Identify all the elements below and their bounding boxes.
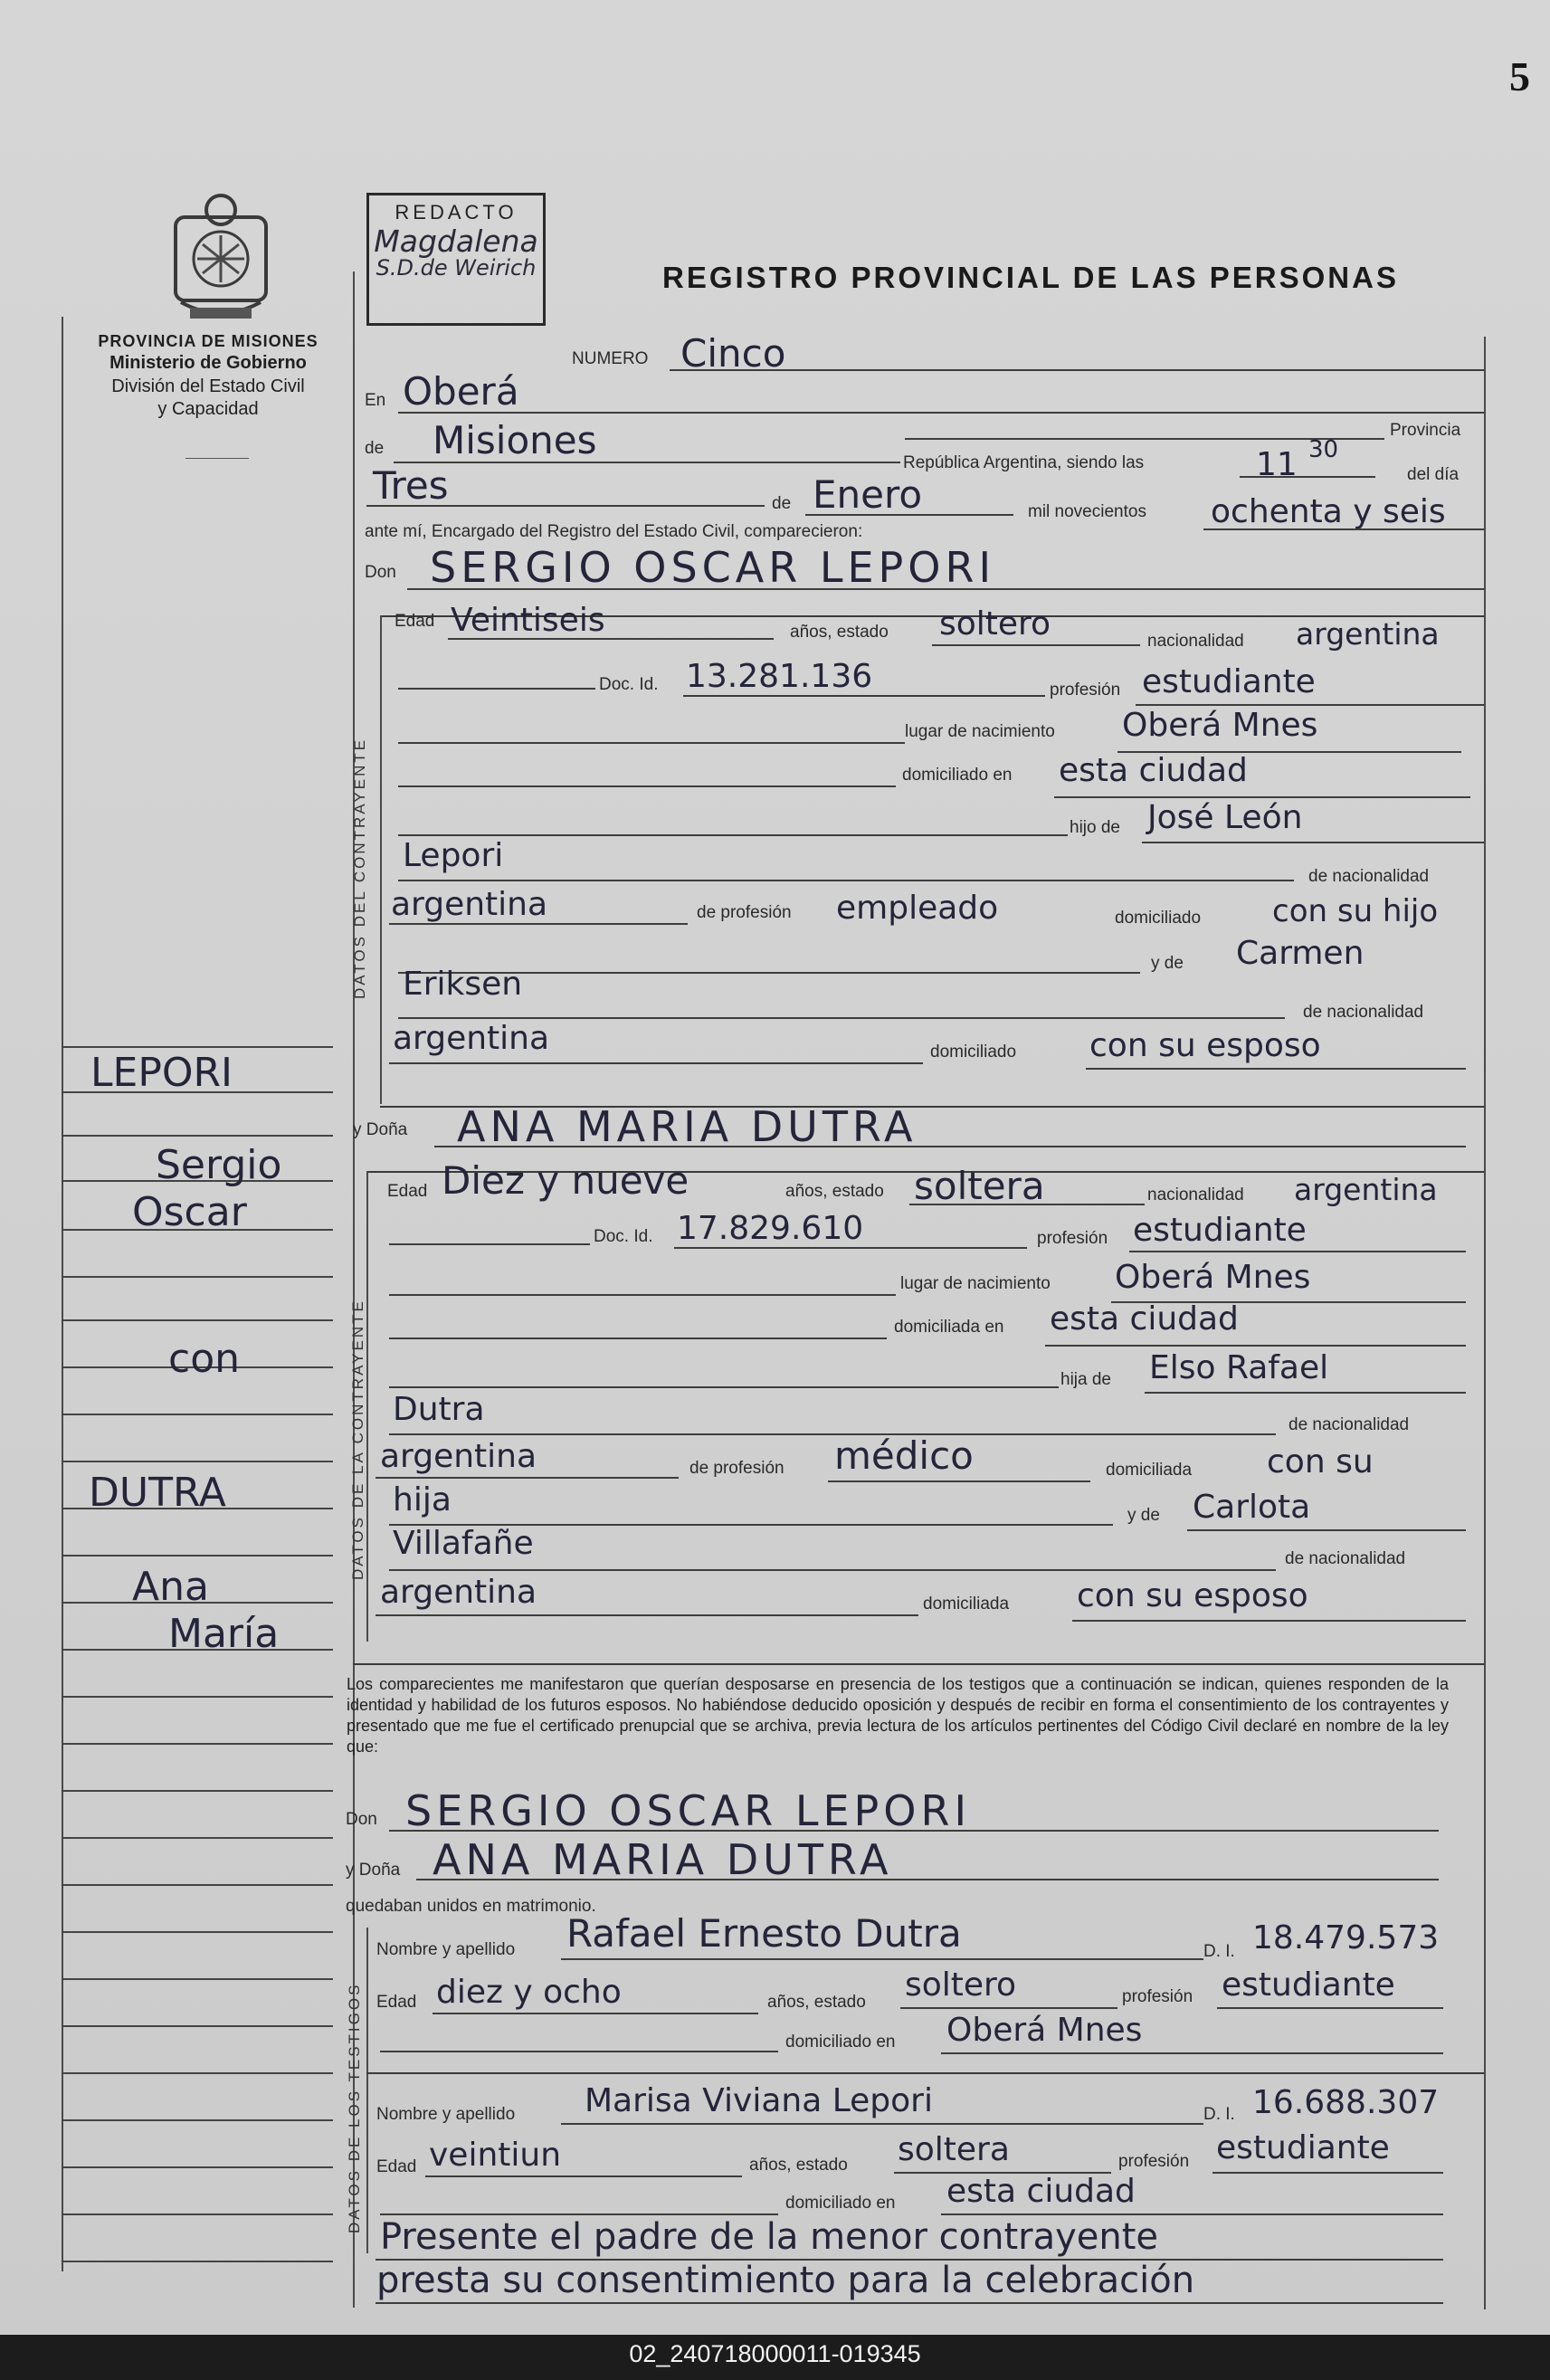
estado-label-w1: años, estado [767, 1993, 866, 2012]
line [941, 2213, 1443, 2215]
anos-estado-label-2: años, estado [785, 1182, 884, 1201]
domiciliada-label: domiciliada [1106, 1461, 1193, 1480]
bride-doc: 17.829.610 [677, 1210, 864, 1247]
y-dona-label-2: y Doña [346, 1861, 401, 1880]
line [389, 1338, 887, 1339]
hour-value: 11 [1256, 446, 1298, 483]
file-id: 02_240718000011-019345 [629, 2340, 921, 2367]
line [425, 2175, 742, 2177]
profesion-label-w1: profesión [1122, 1987, 1193, 2006]
right-border [1484, 337, 1486, 2309]
line [1045, 1345, 1466, 1347]
de-nac-label-4: de nacionalidad [1285, 1549, 1406, 1568]
month-value: Enero [813, 472, 923, 517]
nacionalidad-label: nacionalidad [1147, 632, 1244, 651]
witness-1-status: soltero [905, 1966, 1017, 2004]
line [561, 2123, 1203, 2125]
de-label: de [365, 439, 385, 458]
line [62, 1931, 333, 1933]
line [62, 2119, 333, 2121]
de-nac-label: de nacionalidad [1308, 867, 1430, 886]
sidebar-given-bride-1: Ana [132, 1564, 209, 1610]
bride-nationality: argentina [1294, 1172, 1438, 1207]
line [398, 1017, 1285, 1019]
lugar-label-2: lugar de nacimiento [900, 1274, 1051, 1293]
year-value: ochenta y seis [1211, 493, 1446, 530]
line [62, 1790, 333, 1792]
bride-domicile: esta ciudad [1050, 1300, 1239, 1338]
line [1142, 842, 1484, 843]
stamp-name: Magdalena [374, 224, 538, 259]
y-de-label-2: y de [1127, 1506, 1160, 1525]
stamp-surname: S.D.de Weirich [376, 255, 537, 281]
provincia-label: Provincia [1390, 421, 1461, 440]
day-value: Tres [373, 463, 449, 508]
line [805, 514, 1013, 516]
line [448, 638, 774, 640]
stamp-label: REDACTO [395, 201, 518, 224]
line [62, 2072, 333, 2074]
line [674, 1247, 1027, 1249]
groom-birthplace: Oberá Mnes [1122, 707, 1318, 744]
line [389, 1294, 896, 1296]
minutes-value: 30 [1308, 436, 1339, 463]
line [380, 615, 382, 1104]
groom-mother-surname: Eriksen [403, 966, 523, 1003]
ministry-label: Ministerio de Gobierno [109, 353, 307, 374]
line [1086, 1068, 1466, 1070]
bride-father: Elso Rafael [1149, 1349, 1329, 1386]
groom-father-profession: empleado [836, 890, 999, 927]
line [1136, 704, 1484, 706]
line [366, 1928, 368, 2253]
line [1129, 1251, 1466, 1252]
division-label: División del Estado Civil [111, 376, 305, 396]
bride-father-nationality: argentina [380, 1438, 537, 1475]
witness-1-age: diez y ocho [436, 1974, 622, 2011]
domiciliado-label-2: domiciliado [930, 1042, 1017, 1061]
del-dia-label: del día [1407, 465, 1460, 484]
line [62, 1319, 333, 1321]
line [366, 505, 765, 507]
groom-section-label: DATOS DEL CONTRAYENTE [351, 737, 368, 999]
line [62, 2213, 333, 2215]
bride-mother-nationality: argentina [380, 1574, 537, 1611]
province-label: PROVINCIA DE MISIONES [98, 332, 319, 350]
line [394, 462, 900, 463]
edad-label-w2: Edad [376, 2157, 417, 2176]
line [62, 1276, 333, 1278]
witness-1-di: 18.479.573 [1252, 1919, 1440, 1956]
line [62, 1046, 333, 1048]
anos-estado-label: años, estado [790, 623, 889, 642]
domiciliado-en-label: domiciliado en [902, 766, 1013, 785]
bride-father-surname: Dutra [393, 1391, 485, 1428]
line [909, 1204, 1145, 1205]
doc-label-2: Doc. Id. [594, 1227, 653, 1246]
line [1240, 476, 1375, 478]
witness-2-domicile: esta ciudad [946, 2173, 1136, 2210]
line [62, 1743, 333, 1745]
line [62, 2025, 333, 2027]
profesion-label-w2: profesión [1118, 2152, 1190, 2171]
sidebar-surname-bride: DUTRA [89, 1470, 226, 1516]
mil-label: mil novecientos [1028, 502, 1146, 521]
sidebar-given-groom-2: Oscar [132, 1189, 247, 1235]
line [398, 412, 1484, 414]
declared-bride: ANA MARIA DUTRA [433, 1835, 893, 1884]
line [353, 1663, 1484, 1665]
sidebar-given-bride-2: María [168, 1611, 280, 1657]
line [1217, 2007, 1443, 2009]
line [389, 1386, 1059, 1388]
sidebar-connector: con [168, 1336, 240, 1382]
line [62, 1837, 333, 1839]
line [62, 1978, 333, 1980]
groom-nationality: argentina [1296, 616, 1440, 652]
line [683, 695, 1045, 697]
domiciliada-en-label: domiciliada en [894, 1318, 1004, 1337]
don-label: Don [365, 563, 396, 582]
line [376, 2302, 1443, 2304]
line [1187, 1529, 1466, 1531]
redacto-stamp [366, 193, 546, 326]
quedaban-label: quedaban unidos en matrimonio. [346, 1897, 596, 1916]
page-title: REGISTRO PROVINCIAL DE LAS PERSONAS [662, 261, 1399, 294]
line [1212, 2172, 1443, 2174]
declared-groom: SERGIO OSCAR LEPORI [405, 1786, 972, 1835]
bride-father-domicile-1: con su [1267, 1443, 1374, 1480]
di-label-1: D. I. [1203, 1942, 1235, 1961]
provincial-seal-icon [163, 190, 279, 324]
witness-2-di: 16.688.307 [1252, 2084, 1440, 2121]
line [389, 1433, 1276, 1435]
bride-mother-domicile: con su esposo [1077, 1577, 1308, 1614]
line [389, 1243, 590, 1245]
don-label-2: Don [346, 1810, 377, 1829]
city-value: Oberá [403, 369, 519, 414]
line [389, 923, 688, 925]
line [389, 1830, 1439, 1832]
y-de-label: y de [1151, 954, 1184, 973]
groom-mother: Carmen [1236, 935, 1365, 972]
line [389, 1062, 923, 1064]
groom-status: soltero [939, 605, 1051, 643]
line [62, 1555, 333, 1557]
line [941, 2052, 1443, 2054]
line [62, 2261, 333, 2262]
lugar-label: lugar de nacimiento [905, 722, 1055, 741]
witness-2-profession: estudiante [1216, 2129, 1390, 2166]
line [434, 1146, 1466, 1147]
line [433, 2013, 758, 2014]
sidebar-surname-groom: LEPORI [90, 1050, 233, 1096]
line [932, 644, 1140, 646]
line [828, 1480, 1090, 1482]
bride-mother-surname: Villafañe [393, 1525, 534, 1562]
edad-label-2: Edad [387, 1182, 428, 1201]
domiciliado-en-label-w1: domiciliado en [785, 2033, 896, 2052]
capacity-label: y Capacidad [157, 399, 259, 420]
note-line-1: Presente el padre de la menor contrayente [380, 2216, 1159, 2258]
line [366, 2072, 1484, 2074]
line [398, 834, 1068, 836]
de-mes-label: de [772, 494, 792, 513]
estado-label-w2: años, estado [749, 2156, 848, 2175]
domiciliado-label: domiciliado [1115, 909, 1202, 928]
line [62, 1884, 333, 1886]
issuer-header [63, 331, 353, 422]
line [62, 1414, 333, 1415]
doc-label: Doc. Id. [599, 675, 659, 694]
groom-doc: 13.281.136 [686, 658, 873, 695]
bride-age: Diez y nueve [442, 1158, 689, 1203]
edad-label-w1: Edad [376, 1993, 417, 2012]
bride-father-profession: médico [834, 1433, 974, 1478]
line [62, 1696, 333, 1698]
profesion-label-2: profesión [1037, 1229, 1108, 1248]
en-label: En [365, 391, 386, 410]
ante-mi-label: ante mí, Encargado del Registro del Estado Civil, comparecieron: [365, 522, 863, 541]
line [561, 1958, 1203, 1960]
hijo-de-label: hijo de [1070, 818, 1120, 837]
line [416, 1879, 1439, 1880]
line [380, 2213, 778, 2215]
de-nac-label-2: de nacionalidad [1303, 1003, 1424, 1022]
line [1072, 1620, 1466, 1622]
y-dona-label: y Doña [353, 1120, 408, 1139]
line [407, 588, 1484, 590]
line [376, 1477, 679, 1479]
de-nac-label-3: de nacionalidad [1288, 1415, 1410, 1434]
nombre-apellido-label: Nombre y apellido [376, 1940, 516, 1959]
sidebar-given-groom-1: Sergio [156, 1142, 282, 1188]
groom-father: José León [1147, 799, 1303, 836]
bride-section-label: DATOS DE LA CONTRAYENTE [349, 1299, 366, 1580]
edad-label: Edad [395, 612, 435, 631]
bride-status: soltera [914, 1164, 1045, 1208]
witness-1-name: Rafael Ernesto Dutra [566, 1911, 962, 1956]
line [62, 1135, 333, 1137]
line [1145, 1392, 1466, 1394]
note-line-2: presta su consentimiento para la celebración [376, 2260, 1195, 2301]
province-value: Misiones [433, 418, 597, 462]
header-rule [185, 458, 249, 459]
numero-label: NUMERO [572, 349, 649, 368]
de-profesion-label-2: de profesión [689, 1459, 785, 1478]
groom-domicile: esta ciudad [1059, 752, 1248, 789]
groom-father-nationality: argentina [391, 886, 548, 923]
groom-mother-domicile: con su esposo [1089, 1027, 1321, 1064]
groom-mother-nationality: argentina [393, 1020, 550, 1057]
domiciliado-en-label-w2: domiciliado en [785, 2194, 896, 2213]
bride-name: ANA MARIA DUTRA [457, 1102, 918, 1151]
line [398, 688, 595, 690]
witness-section-label: DATOS DE LOS TESTIGOS [346, 1982, 363, 2233]
groom-father-domicile: con su hijo [1272, 893, 1439, 929]
line [1203, 528, 1484, 530]
line [62, 1461, 333, 1462]
bride-profession: estudiante [1133, 1212, 1307, 1249]
di-label-2: D. I. [1203, 2105, 1235, 2124]
groom-profession: estudiante [1142, 663, 1316, 700]
bride-father-domicile-2: hija [393, 1481, 452, 1518]
republica-label: República Argentina, siendo las [903, 453, 1145, 472]
witness-1-profession: estudiante [1222, 1966, 1395, 2004]
line [398, 742, 905, 744]
witness-1-domicile: Oberá Mnes [946, 2012, 1143, 2049]
line [398, 880, 1294, 881]
line [62, 2166, 333, 2168]
groom-father-surname: Lepori [403, 837, 504, 874]
declaration-text: Los comparecientes me manifestaron que querían desposarse en presencia de los testigos que a continuación se indican, quienes responden de la identidad y habilidad de los futuros esposos. No habiéndose deducido oposición y después de recibir en forma el consentimiento de los contrayentes y presentado que me fue el certificado prenupcial que se archiva, previa lectura de los artículos pertinentes del Código Civil declaré en nombre de la ley que: [347, 1675, 1449, 1756]
profesion-label: profesión [1050, 681, 1121, 700]
de-profesion-label: de profesión [697, 903, 792, 922]
nombre-apellido-label-2: Nombre y apellido [376, 2105, 516, 2124]
line [1054, 796, 1470, 798]
hija-de-label: hija de [1060, 1370, 1111, 1389]
domiciliada-label-2: domiciliada [923, 1595, 1010, 1614]
groom-age: Veintiseis [451, 602, 605, 639]
page-number: 5 [1509, 53, 1530, 100]
witness-2-age: veintiun [429, 2137, 562, 2174]
line [389, 1569, 1276, 1571]
groom-name: SERGIO OSCAR LEPORI [430, 543, 996, 592]
line [398, 785, 896, 787]
line [900, 2007, 1117, 2009]
line [380, 2051, 778, 2052]
bride-mother: Carlota [1193, 1489, 1311, 1526]
nacionalidad-label-2: nacionalidad [1147, 1185, 1244, 1204]
witness-2-name: Marisa Viviana Lepori [585, 2082, 933, 2119]
line [366, 1171, 368, 1642]
line [376, 1614, 918, 1616]
bride-birthplace: Oberá Mnes [1115, 1259, 1311, 1296]
act-number: Cinco [680, 331, 786, 376]
witness-2-status: soltera [898, 2131, 1010, 2168]
line [670, 369, 1484, 371]
